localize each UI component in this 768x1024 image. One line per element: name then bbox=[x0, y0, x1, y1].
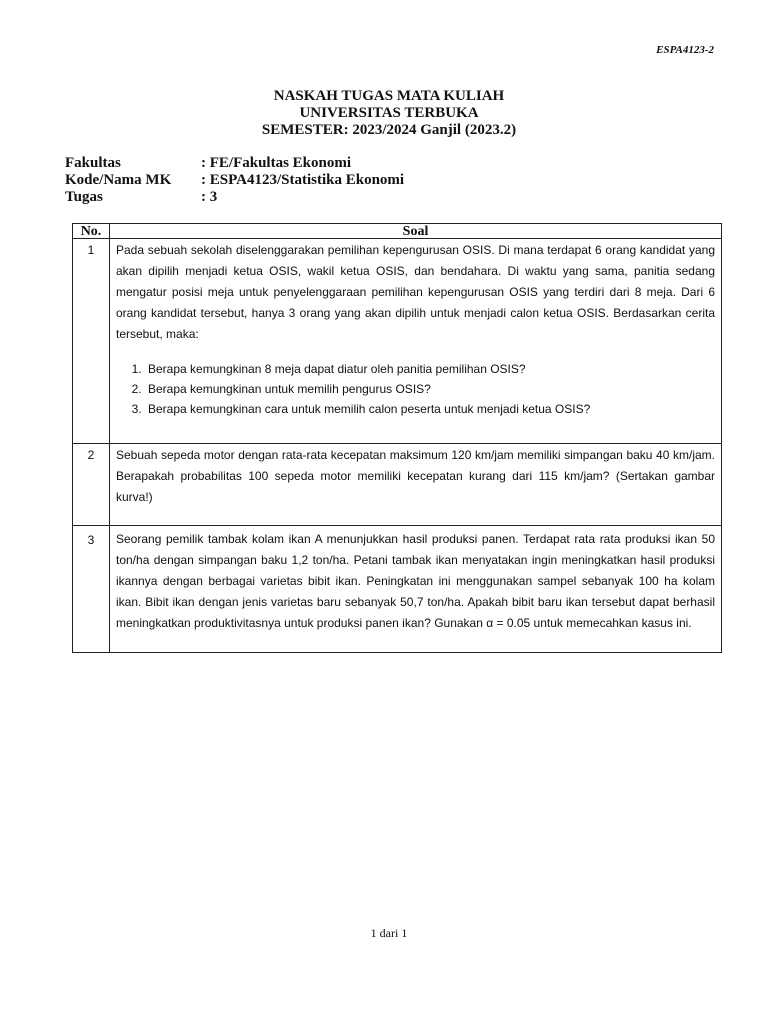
question-number: 3 bbox=[73, 526, 110, 653]
table-row bbox=[73, 526, 722, 653]
title-line-3: SEMESTER: 2023/2024 Ganjil (2023.2) bbox=[261, 122, 517, 138]
title-line-2: UNIVERSITAS TERBUKA bbox=[299, 105, 479, 121]
column-header-soal: Soal bbox=[110, 224, 722, 239]
page-number: 1 dari 1 bbox=[370, 926, 408, 940]
meta-label: Kode/Nama MK bbox=[65, 172, 172, 188]
meta-row-tugas bbox=[65, 189, 404, 206]
document-code: ESPA4123-2 bbox=[656, 44, 714, 56]
table-header-row bbox=[73, 224, 722, 239]
questions-table bbox=[72, 223, 722, 653]
question-text-cell bbox=[110, 239, 722, 444]
question-text: Sebuah sepeda motor dengan rata-rata kecepatan maksimum 120 km/jam memiliki simpangan baku 40 km/jam. Berapakah probabilitas 100 sepeda motor memiliki kecepatan kurang dari 115 km/jam? (Sertakan gambar kurva!) bbox=[116, 448, 715, 504]
meta-value: : 3 bbox=[201, 189, 218, 205]
course-info bbox=[65, 155, 404, 206]
title-line-1: NASKAH TUGAS MATA KULIAH bbox=[273, 88, 505, 104]
meta-row-fakultas bbox=[65, 155, 404, 172]
list-item: 1. Berapa kemungkinan 8 meja dapat diatur oleh panitia pemilihan OSIS? bbox=[145, 359, 715, 379]
list-item: 2. Berapa kemungkinan untuk memilih pengurus OSIS? bbox=[145, 379, 715, 399]
table-row bbox=[73, 239, 722, 444]
question-text: Seorang pemilik tambak kolam ikan A menunjukkan hasil produksi panen. Terdapat rata rata produksi ikan 50 ton/ha dengan simpangan baku 1,2 ton/ha. Petani tambak ikan menyatakan ingin meningkatkan hasil produksi ikannya dengan berbagai varietas bibit ikan. Peningkatan ini menggunakan sampel sebanyak 100 ha kolam ikan. Bibit ikan dengan jenis varietas baru sebanyak 50,7 ton/ha. Apakah bibit baru ikan tersebut dapat berhasil meningkatkan produktivitasnya untuk produksi panen ikan? Gunakan α = 0.05 untuk memecahkan kasus ini. bbox=[116, 532, 715, 630]
question-number: 2 bbox=[73, 444, 110, 526]
question-text-cell bbox=[110, 526, 722, 653]
document-title bbox=[0, 88, 768, 139]
column-header-no: No. bbox=[73, 224, 110, 239]
meta-row-kode-mk bbox=[65, 172, 404, 189]
meta-label: Fakultas bbox=[65, 155, 121, 171]
meta-value: : FE/Fakultas Ekonomi bbox=[201, 155, 352, 171]
table-row bbox=[73, 444, 722, 526]
question-text-cell bbox=[110, 444, 722, 526]
question-number: 1 bbox=[73, 239, 110, 444]
meta-value: : ESPA4123/Statistika Ekonomi bbox=[201, 172, 405, 188]
question-sublist bbox=[116, 359, 715, 419]
question-text: Pada sebuah sekolah diselenggarakan pemilihan kepengurusan OSIS. Di mana terdapat 6 orang kandidat yang akan dipilih menjadi ketua OSIS, wakil ketua OSIS, dan bendahara. Di waktu yang sama, panitia sedang mengatur posisi meja untuk penyelenggaraan pemilihan kepengurusan OSIS yang terdiri dari 8 meja. Dari 6 orang kandidat tersebut, hanya 3 orang yang akan dipilih untuk menjadi calon ketua OSIS. Berdasarkan cerita tersebut, maka: bbox=[116, 243, 715, 341]
meta-label: Tugas bbox=[65, 189, 103, 205]
list-item: 3. Berapa kemungkinan cara untuk memilih calon peserta untuk menjadi ketua OSIS? bbox=[145, 399, 715, 419]
